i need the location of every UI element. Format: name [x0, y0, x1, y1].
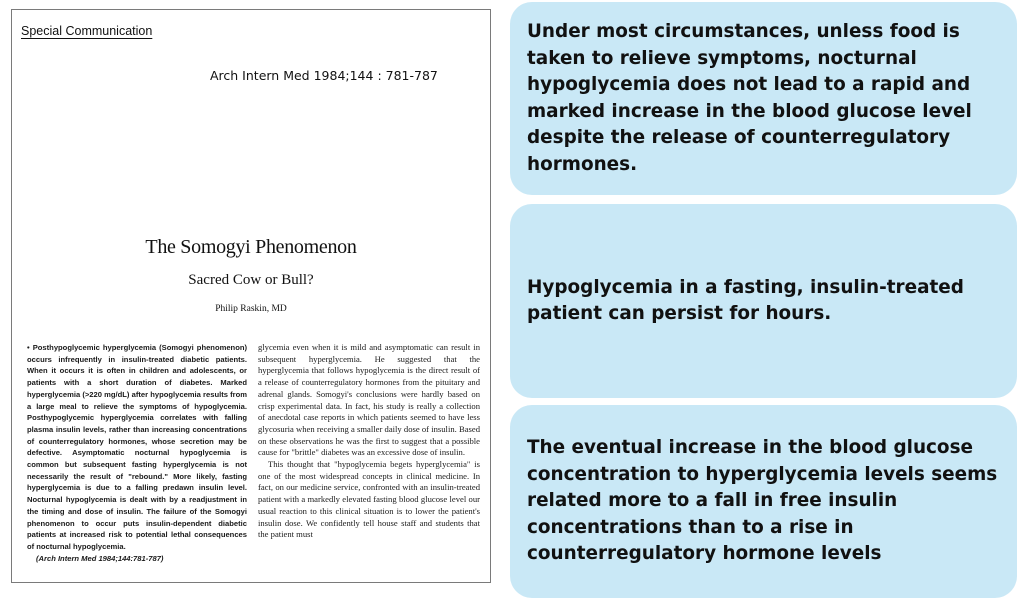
article-scan [11, 9, 491, 583]
body-paragraph: This thought that "hypoglycemia begets hyperglycemia" is one of the most widespread concepts in clinical medicine. In fact, on our medicine service, confronted with an insulin-treated patient with a markedly elevated fasting blood glucose level our usual reaction to this clinical situation is to lower the patient's insulin dose. We confidently tell house staff and students that the patient must [258, 459, 480, 540]
callout-box [510, 204, 1017, 398]
article-title: The Somogyi Phenomenon [145, 236, 357, 258]
abstract-text: • Posthypoglycemic hyperglycemia (Somogyi phenomenon) occurs infrequently in insulin-treated diabetic patients. When it occurs it is often in children and adolescents, or patients with a short duration of diabetes. Marked hyperglycemia (>220 mg/dL) after hypoglycemia results from a large meal to relieve the symptoms of hypoglycemia. Posthypoglycemic hyperglycemia correlates with falling plasma insulin levels, rather than increasing concentrations of counterregulatory hormones, whose secretion may be defective. Asymptomatic nocturnal hypoglycemia is common but subsequent fasting hyperglycemia is not necessarily the result of "rebound." More likely, fasting hyperglycemia is due to a falling predawn insulin level. Nocturnal hypoglycemia is dealt with by a readjustment in the timing and dose of insulin. The failure of the Somogyi phenomenon to occur puts insulin-dependent diabetic patients at increased risk to potential lethal consequences of nocturnal hypoglycemia. [27, 343, 247, 551]
abstract-column [27, 342, 247, 564]
journal-citation: Arch Intern Med 1984;144 : 781-787 [210, 68, 438, 83]
abstract-reference: (Arch Intern Med 1984;144:781-787) [36, 553, 164, 563]
callout-text: Under most circumstances, unless food is taken to relieve symptoms, nocturnal hypoglycemia does not lead to a rapid and marked increase in the blood glucose level despite the release of counterregulatory hormones. [527, 21, 972, 175]
callout-box [510, 2, 1017, 195]
callout-box [510, 405, 1017, 598]
callout-text: The eventual increase in the blood glucose concentration to hyperglycemia levels seems related more to a fall in free insulin concentrations than to a rise in counterregulatory hormone levels [527, 437, 998, 565]
body-paragraph: glycemia even when it is mild and asymptomatic can result in subsequent hyperglycemia. He suggested that the hyperglycemia that follows hypoglycemia is the direct result of a release of counterregulatory hormones from the pituitary and adrenal glands. Somogyi's conclusions were hardly based on crisp experimental data. In fact, his study is really a collection of anecdotal case reports in which patients seemed to have less glycosuria when receiving a smaller daily dose of insulin. Based on these observations he was the first to suggest that a possible cause for "brittle" diabetes was an excessive dose of insulin. [258, 342, 480, 458]
section-label: Special Communication [21, 24, 153, 38]
article-author: Philip Raskin, MD [215, 304, 287, 314]
body-column [258, 342, 480, 582]
callout-text: Hypoglycemia in a fasting, insulin-treated patient can persist for hours. [527, 276, 964, 324]
article-subtitle: Sacred Cow or Bull? [188, 272, 314, 288]
